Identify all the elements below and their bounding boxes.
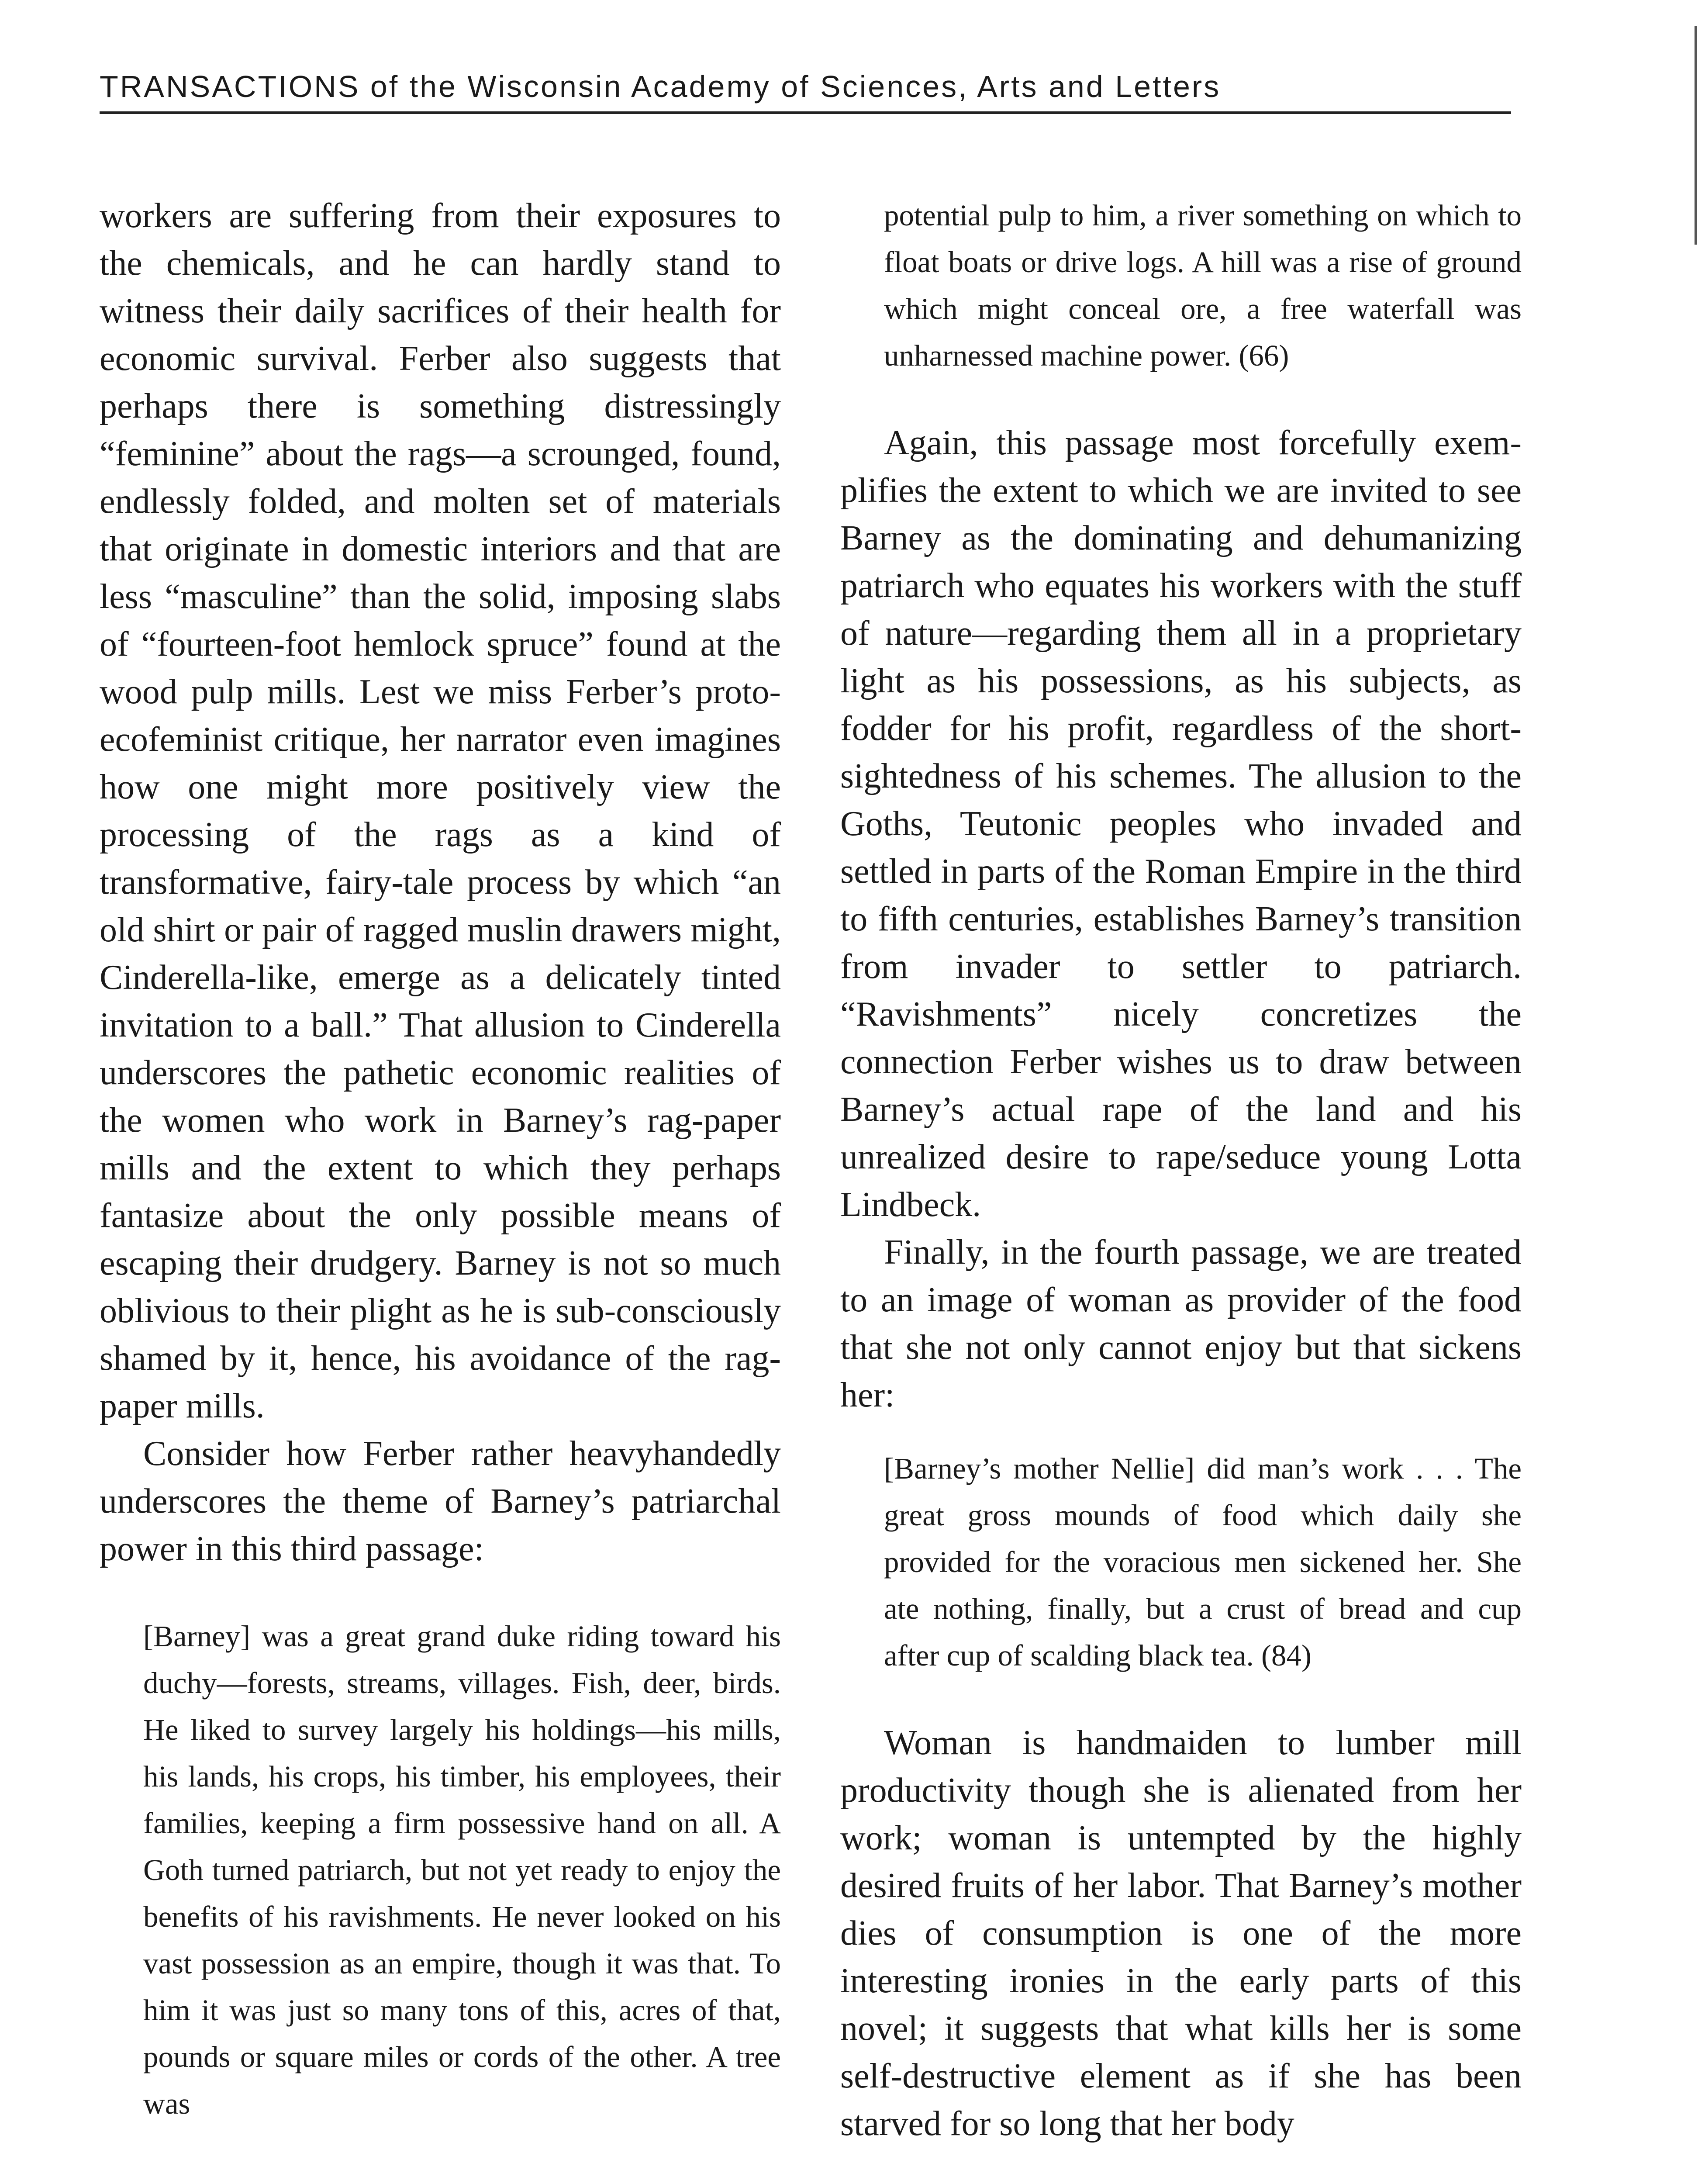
spacer (840, 1679, 1522, 1719)
block-quote-grand-duke: [Barney] was a great grand duke riding toward his duchy—forests, streams, villages. Fish, deer, birds. He liked to survey largely his holdings—his mills, his lands, his crops, his timber, his employees, their families, keeping a firm possessive hand on all. A Goth turned patriarch, but not yet ready to enjoy the benefits of his ravishments. He never looked on his vast possession as an empire, though it was that. To him it was just so many tons of this, acres of that, pounds or square miles or cords of the other. A tree was (143, 1620, 781, 2120)
right-column (840, 192, 1522, 2148)
block-quote-nellie: [Barney’s mother Nellie] did man’s work . . . The great gross mounds of food which daily she provided for the voracious men sickened her. She ate nothing, finally, but a crust of bread and cup after cup of scalding black tea. (84) (884, 1452, 1522, 1672)
left-column (100, 192, 781, 2127)
block-quote-continued: potential pulp to him, a river something on which to float boats or drive logs. A hill was a rise of ground which might conceal ore, a free waterfall was unharnessed machine power. (66) (884, 199, 1522, 372)
paragraph-consider: Consider how Ferber rather heavyhandedly underscores the theme of Barney’s patriarchal power in this third passage: (100, 1434, 781, 1568)
page-edge-line (1695, 26, 1697, 245)
paragraph-woman: Woman is handmaiden to lumber mill productivity though she is alienated from her work; woman is untempted by the highly desired fruits of her labor. That Barney’s mother dies of consumption is one of the more interesting ironies in the early parts of this novel; it suggests that what kills her is some self-destructive element as if she has been starved for so long that her body (840, 1724, 1522, 2143)
spacer (100, 1573, 781, 1613)
paragraph-again: Again, this passage most forcefully exemplifies the extent to which we are invited to see Barney as the dominating and dehumanizing patriarch who equates his workers with the stuff of nature—regarding them all in a proprietary light as his possessions, as his subjects, as fodder for his profit, regardless of the short-sightedness of his schemes. The allusion to the Goths, Teutonic peoples who invaded and settled in parts of the Roman Empire in the third to fifth centuries, establishes Barney’s transition from invader to settler to patriarch. “Ravishments” nicely concretizes the connection Ferber wishes us to draw between Barney’s actual rape of the land and his unrealized desire to rape/seduce young Lotta Lindbeck. (840, 424, 1522, 1224)
paragraph-workers: workers are suffering from their exposures to the chemicals, and he can hardly stand to witness their daily sacrifices of their health for economic survival. Ferber also suggests that perhaps there is something distressingly “feminine” about the rags—a scrounged, found, endlessly folded, and molten set of materials that originate in domestic interiors and that are less “masculine” than the solid, imposing slabs of “fourteen-foot hemlock spruce” found at the wood pulp mills. Lest we miss Ferber’s proto-ecofeminist critique, her narrator even imagines how one might more positively view the processing of the rags as a kind of transformative, fairy-tale process by which “an old shirt or pair of ragged muslin drawers might, Cinderella-like, emerge as a delicately tinted invitation to a ball.” That allusion to Cinderella underscores the pathetic economic realities of the women who work in Barney’s rag-paper mills and the extent to which they perhaps fantasize about the only possible means of escaping their drudgery. Barney is not so much oblivious to their plight as he is sub-consciously shamed by it, hence, his avoidance of the rag-paper mills. (100, 197, 781, 1425)
paragraph-finally: Finally, in the fourth passage, we are treated to an image of woman as provider of the food that she not only cannot enjoy but that sickens her: (840, 1233, 1522, 1414)
spacer (840, 379, 1522, 419)
running-header: TRANSACTIONS of the Wisconsin Academy of Sciences, Arts and Letters (100, 69, 1511, 114)
spacer (840, 1419, 1522, 1445)
